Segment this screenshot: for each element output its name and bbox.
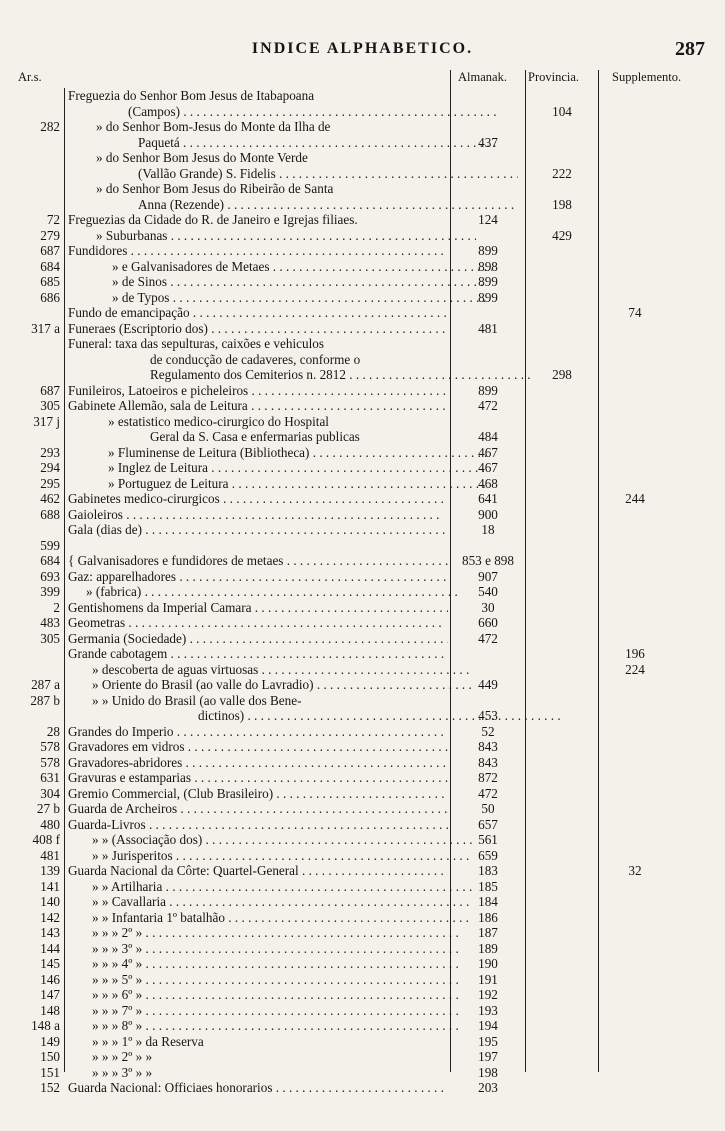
column-header-ars: Ar.s. [18,70,42,84]
entry-description: » » Infantaria 1º batalhão . . . [68,910,472,926]
almanak-page: 193 [478,1002,498,1018]
ars-cell: 143 [40,925,60,940]
table-row [0,290,725,306]
table-row [0,243,725,259]
entry-description: » » » 1º » da Reserva [92,1033,204,1049]
entry-description: » » » 5º » . . . [68,972,472,988]
ars-cell: 686 [40,289,60,305]
table-row [0,863,725,879]
table-row [0,832,725,848]
table-row [0,1080,725,1096]
table-row [0,88,725,104]
page-header [0,40,725,66]
entry-description: » » Unido do Brasil (ao valle dos Bene- [92,692,302,708]
entry-description: » estatistico medico-cirurgico do Hospital [108,413,329,429]
ars-cell: 304 [40,785,60,801]
ars-cell: 685 [40,274,60,289]
ars-cell: 293 [40,444,60,460]
ars-cell: 693 [40,568,60,584]
entry-description: Regulamento dos Cemiterios n. 2812 . . . [68,367,530,383]
almanak-page: 481 [478,320,498,336]
ars-cell: 684 [40,553,60,568]
almanak-page: 898 [478,258,498,274]
entry-description: Guarda Nacional da Côrte: Quartel-General . . . [68,863,448,879]
table-row [0,212,725,228]
table-row [0,755,725,771]
table-row [0,662,725,678]
almanak-page: 900 [478,506,498,522]
entry-description: Freguezia do Senhor Bom Jesus de Itabapoana [68,88,315,103]
ars-cell: 688 [40,506,60,522]
entry-description: » » » 2º » . . . [68,925,472,941]
table-row [0,104,725,120]
table-row [0,135,725,151]
page-number: 287 [675,38,705,60]
ars-cell: 317 a [31,320,60,336]
table-row [0,460,725,476]
entry-description: Guarda-Livros . . . [68,817,448,833]
column-header-supplemento: Supplemento. [612,70,682,84]
ars-cell: 142 [40,909,60,925]
provincia-page: 429 [552,227,572,243]
ars-cell: 295 [40,475,60,491]
entry-description: Gala (dias de) . . . [68,522,448,538]
ars-cell: 148 a [31,1018,60,1033]
ars-cell: 279 [40,227,60,243]
entry-description: » descoberta de aguas virtuosas . . . [68,662,472,678]
entry-description: Gaioleiros . . . [68,507,448,523]
index-table [0,88,725,1096]
table-row [0,321,725,337]
entry-description: » do Senhor Bom-Jesus do Monte da Ilha de [96,119,331,134]
entry-description: » » » 3º » » [92,1064,153,1080]
ars-cell: 294 [40,460,60,475]
table-row [0,615,725,631]
table-row [0,259,725,275]
ars-cell: 27 b [36,801,60,816]
entry-description: de conducção de cadaveres, conforme o [150,351,361,367]
ars-cell: 28 [46,723,60,739]
almanak-page: 449 [478,677,498,692]
table-row [0,1049,725,1065]
table-row [0,770,725,786]
almanak-page: 198 [478,1064,498,1080]
entry-description: Grandes do Imperio . . . [68,724,448,740]
almanak-page: 899 [478,243,498,258]
entry-description: Anna (Rezende) . . . [68,197,518,213]
entry-description: » do Senhor Bom Jesus do Monte Verde [96,150,308,165]
table-row [0,786,725,802]
entry-description: Gabinete Allemão, sala de Leitura . . . [68,398,448,414]
ars-cell: 684 [40,258,60,274]
table-row [0,522,725,538]
ars-cell: 317 j [33,413,60,429]
ars-cell: 150 [40,1049,60,1064]
table-row [0,181,725,197]
ars-cell: 408 f [32,832,60,847]
almanak-page: 641 [478,491,498,506]
column-header-provincia: Provincia. [528,70,580,84]
entry-description: Paquetá . . . [68,135,518,151]
entry-description: » » » 6º » . . . [68,987,472,1003]
entry-description: Gentishomens da Imperial Camara . . . [68,600,448,616]
table-row [0,414,725,430]
entry-description: { Galvanisadores e fundidores de metaes . . . [68,553,448,569]
almanak-page: 561 [478,832,498,847]
almanak-page: 187 [478,925,498,940]
entry-description: Guarda Nacional: Officiaes honorarios . . . [68,1080,448,1096]
entry-description: » Portuguez de Leitura . . . [68,476,488,492]
page-title: INDICE ALPHABETICO. [251,40,474,57]
table-row [0,708,725,724]
almanak-page: 472 [478,630,498,646]
supplemento-page: 244 [625,491,645,506]
entry-description: Grande cabotagem . . . [68,646,448,662]
almanak-page: 843 [478,739,498,754]
table-row [0,600,725,616]
entry-description: (Vallão Grande) S. Fidelis . . . [68,166,518,182]
ars-cell: 152 [40,1080,60,1095]
table-row [0,553,725,569]
almanak-page: 472 [478,398,498,413]
almanak-page: 907 [478,568,498,584]
table-row [0,987,725,1003]
almanak-page: 540 [478,584,498,599]
table-row [0,848,725,864]
entry-description: » » » 8º » . . . [68,1018,472,1034]
entry-description: Geral da S. Casa e enfermarias publicas [150,429,360,444]
entry-description: Gravuras e estamparias . . . [68,770,448,786]
entry-description: Gravadores-abridores . . . [68,755,448,771]
almanak-page: 467 [478,460,498,475]
ars-cell: 631 [40,770,60,785]
entry-description: » de Typos . . . [68,290,492,306]
ars-cell: 72 [46,212,60,227]
table-row [0,956,725,972]
table-row [0,941,725,957]
entry-description: Gabinetes medico-cirurgicos . . . [68,491,448,507]
table-row [0,879,725,895]
ars-cell: 148 [40,1002,60,1018]
entry-description: Funeraes (Escriptorio dos) . . . [68,321,448,337]
ars-cell: 141 [40,878,60,894]
entry-description: Gravadores em vidros . . . [68,739,448,755]
entry-description: » » Cavallaria . . . [68,894,472,910]
almanak-page: 50 [481,801,495,816]
column-header-almanak: Almanak. [458,70,507,84]
ars-cell: 282 [40,119,60,134]
table-row [0,507,725,523]
almanak-page: 124 [478,212,498,227]
almanak-page: 843 [478,754,498,770]
entry-description: Funileiros, Latoeiros e picheleiros . . . [68,383,448,399]
provincia-page: 198 [552,196,572,212]
almanak-page: 195 [478,1033,498,1049]
entry-description: dictinos) . . . [68,708,578,724]
entry-description: » Suburbanas . . . [68,228,476,244]
ars-cell: 139 [40,863,60,878]
almanak-page: 203 [478,1080,498,1095]
provincia-page: 298 [552,367,572,382]
table-row [0,646,725,662]
entry-description: » » Artilharia . . . [68,879,472,895]
table-row [0,352,725,368]
ars-cell: 578 [40,754,60,770]
table-row [0,476,725,492]
ars-cell: 149 [40,1033,60,1049]
ars-cell: 144 [40,940,60,956]
table-row [0,398,725,414]
almanak-page: 468 [478,475,498,491]
provincia-page: 104 [552,103,572,119]
ars-cell: 578 [40,739,60,754]
supplemento-page: 224 [625,661,645,677]
entry-description: » (fabrica) . . . [68,584,466,600]
supplemento-page: 32 [628,863,642,878]
table-row [0,584,725,600]
table-row [0,305,725,321]
ars-cell: 305 [40,630,60,646]
almanak-page: 183 [478,863,498,878]
almanak-page: 467 [478,444,498,460]
entry-description: Gremio Commercial, (Club Brasileiro) . . . [68,786,448,802]
table-row [0,910,725,926]
table-row [0,739,725,755]
entry-description: » Fluminense de Leitura (Bibliotheca) . . . [68,445,488,461]
table-row [0,631,725,647]
entry-description: Germania (Sociedade) . . . [68,631,448,647]
entry-description: » » (Associação dos) . . . [68,832,472,848]
entry-description: Funeral: taxa das sepulturas, caixões e vehiculos [68,336,324,351]
table-row [0,383,725,399]
almanak-page: 660 [478,615,498,630]
almanak-page: 184 [478,894,498,909]
entry-description: » » » 2º » » [92,1049,153,1064]
entry-description: » Inglez de Leitura . . . [68,460,488,476]
ars-cell: 140 [40,894,60,909]
table-row [0,894,725,910]
table-row [0,150,725,166]
almanak-page: 472 [478,785,498,801]
table-row [0,1065,725,1081]
almanak-page: 30 [481,599,495,615]
entry-description: » » » 3º » . . . [68,941,472,957]
ars-cell: 305 [40,398,60,413]
ars-cell: 287 a [31,677,60,692]
entry-description: Fundo de emancipação . . . [68,305,448,321]
entry-description: Gaz: apparelhadores . . . [68,569,448,585]
almanak-page: 899 [478,274,498,289]
almanak-page: 197 [478,1049,498,1064]
almanak-page: 18 [481,522,495,537]
ars-cell: 599 [40,537,60,553]
table-row [0,491,725,507]
almanak-page: 659 [478,847,498,863]
almanak-page: 194 [478,1018,498,1033]
ars-cell: 287 b [30,692,60,708]
ars-cell: 687 [40,243,60,258]
almanak-page: 872 [478,770,498,785]
ars-cell: 399 [40,584,60,599]
table-row [0,1034,725,1050]
ars-cell: 483 [40,615,60,630]
almanak-page: 453 [478,708,498,723]
entry-description: » do Senhor Bom Jesus do Ribeirão de Santa [96,181,334,196]
entry-description: Guarda de Archeiros . . . [68,801,448,817]
table-row [0,724,725,740]
almanak-page: 899 [478,289,498,305]
entry-description: Geometras . . . [68,615,448,631]
entry-description: » Oriente do Brasil (ao valle do Lavradio) . . . [68,677,472,693]
ars-cell: 146 [40,971,60,987]
almanak-page: 657 [478,816,498,832]
entry-description: » » » 7º » . . . [68,1003,472,1019]
almanak-page: 853 e 898 [461,553,514,568]
ars-cell: 151 [40,1064,60,1080]
almanak-page: 192 [478,987,498,1002]
table-row [0,228,725,244]
table-row [0,445,725,461]
almanak-page: 899 [478,382,498,398]
almanak-page: 185 [478,878,498,894]
table-row [0,817,725,833]
almanak-page: 437 [478,134,498,150]
ars-cell: 480 [40,816,60,832]
table-row [0,119,725,135]
entry-description: » e Galvanisadores de Metaes . . . [68,259,492,275]
table-row [0,1003,725,1019]
table-row [0,429,725,445]
ars-cell: 687 [40,382,60,398]
provincia-page: 222 [552,165,572,181]
table-row [0,693,725,709]
almanak-page: 484 [478,429,498,444]
ars-cell: 145 [40,956,60,971]
table-row [0,925,725,941]
entry-description: » de Sinos . . . [68,274,492,290]
almanak-page: 52 [481,723,495,739]
ars-cell: 147 [40,987,60,1002]
ars-cell: 2 [53,599,60,615]
table-row [0,972,725,988]
supplemento-page: 196 [625,646,645,661]
column-headers [0,70,725,88]
almanak-page: 186 [478,909,498,925]
table-row [0,538,725,554]
entry-description: » » » 4º » . . . [68,956,472,972]
entry-description: » » Jurisperitos . . . [68,848,472,864]
table-row [0,801,725,817]
ars-cell: 481 [40,847,60,863]
table-row [0,677,725,693]
table-row [0,1018,725,1034]
entry-description: Fundidores . . . [68,243,448,259]
table-row [0,274,725,290]
almanak-page: 189 [478,940,498,956]
entry-description: (Campos) . . . [68,104,508,120]
table-row [0,336,725,352]
supplemento-page: 74 [628,305,642,320]
table-row [0,197,725,213]
table-row [0,166,725,182]
table-row [0,367,725,383]
almanak-page: 191 [478,971,498,987]
almanak-page: 190 [478,956,498,971]
entry-description: Freguezias da Cidade do R. de Janeiro e Igrejas filiaes. [68,212,358,227]
ars-cell: 462 [40,491,60,506]
table-row [0,569,725,585]
